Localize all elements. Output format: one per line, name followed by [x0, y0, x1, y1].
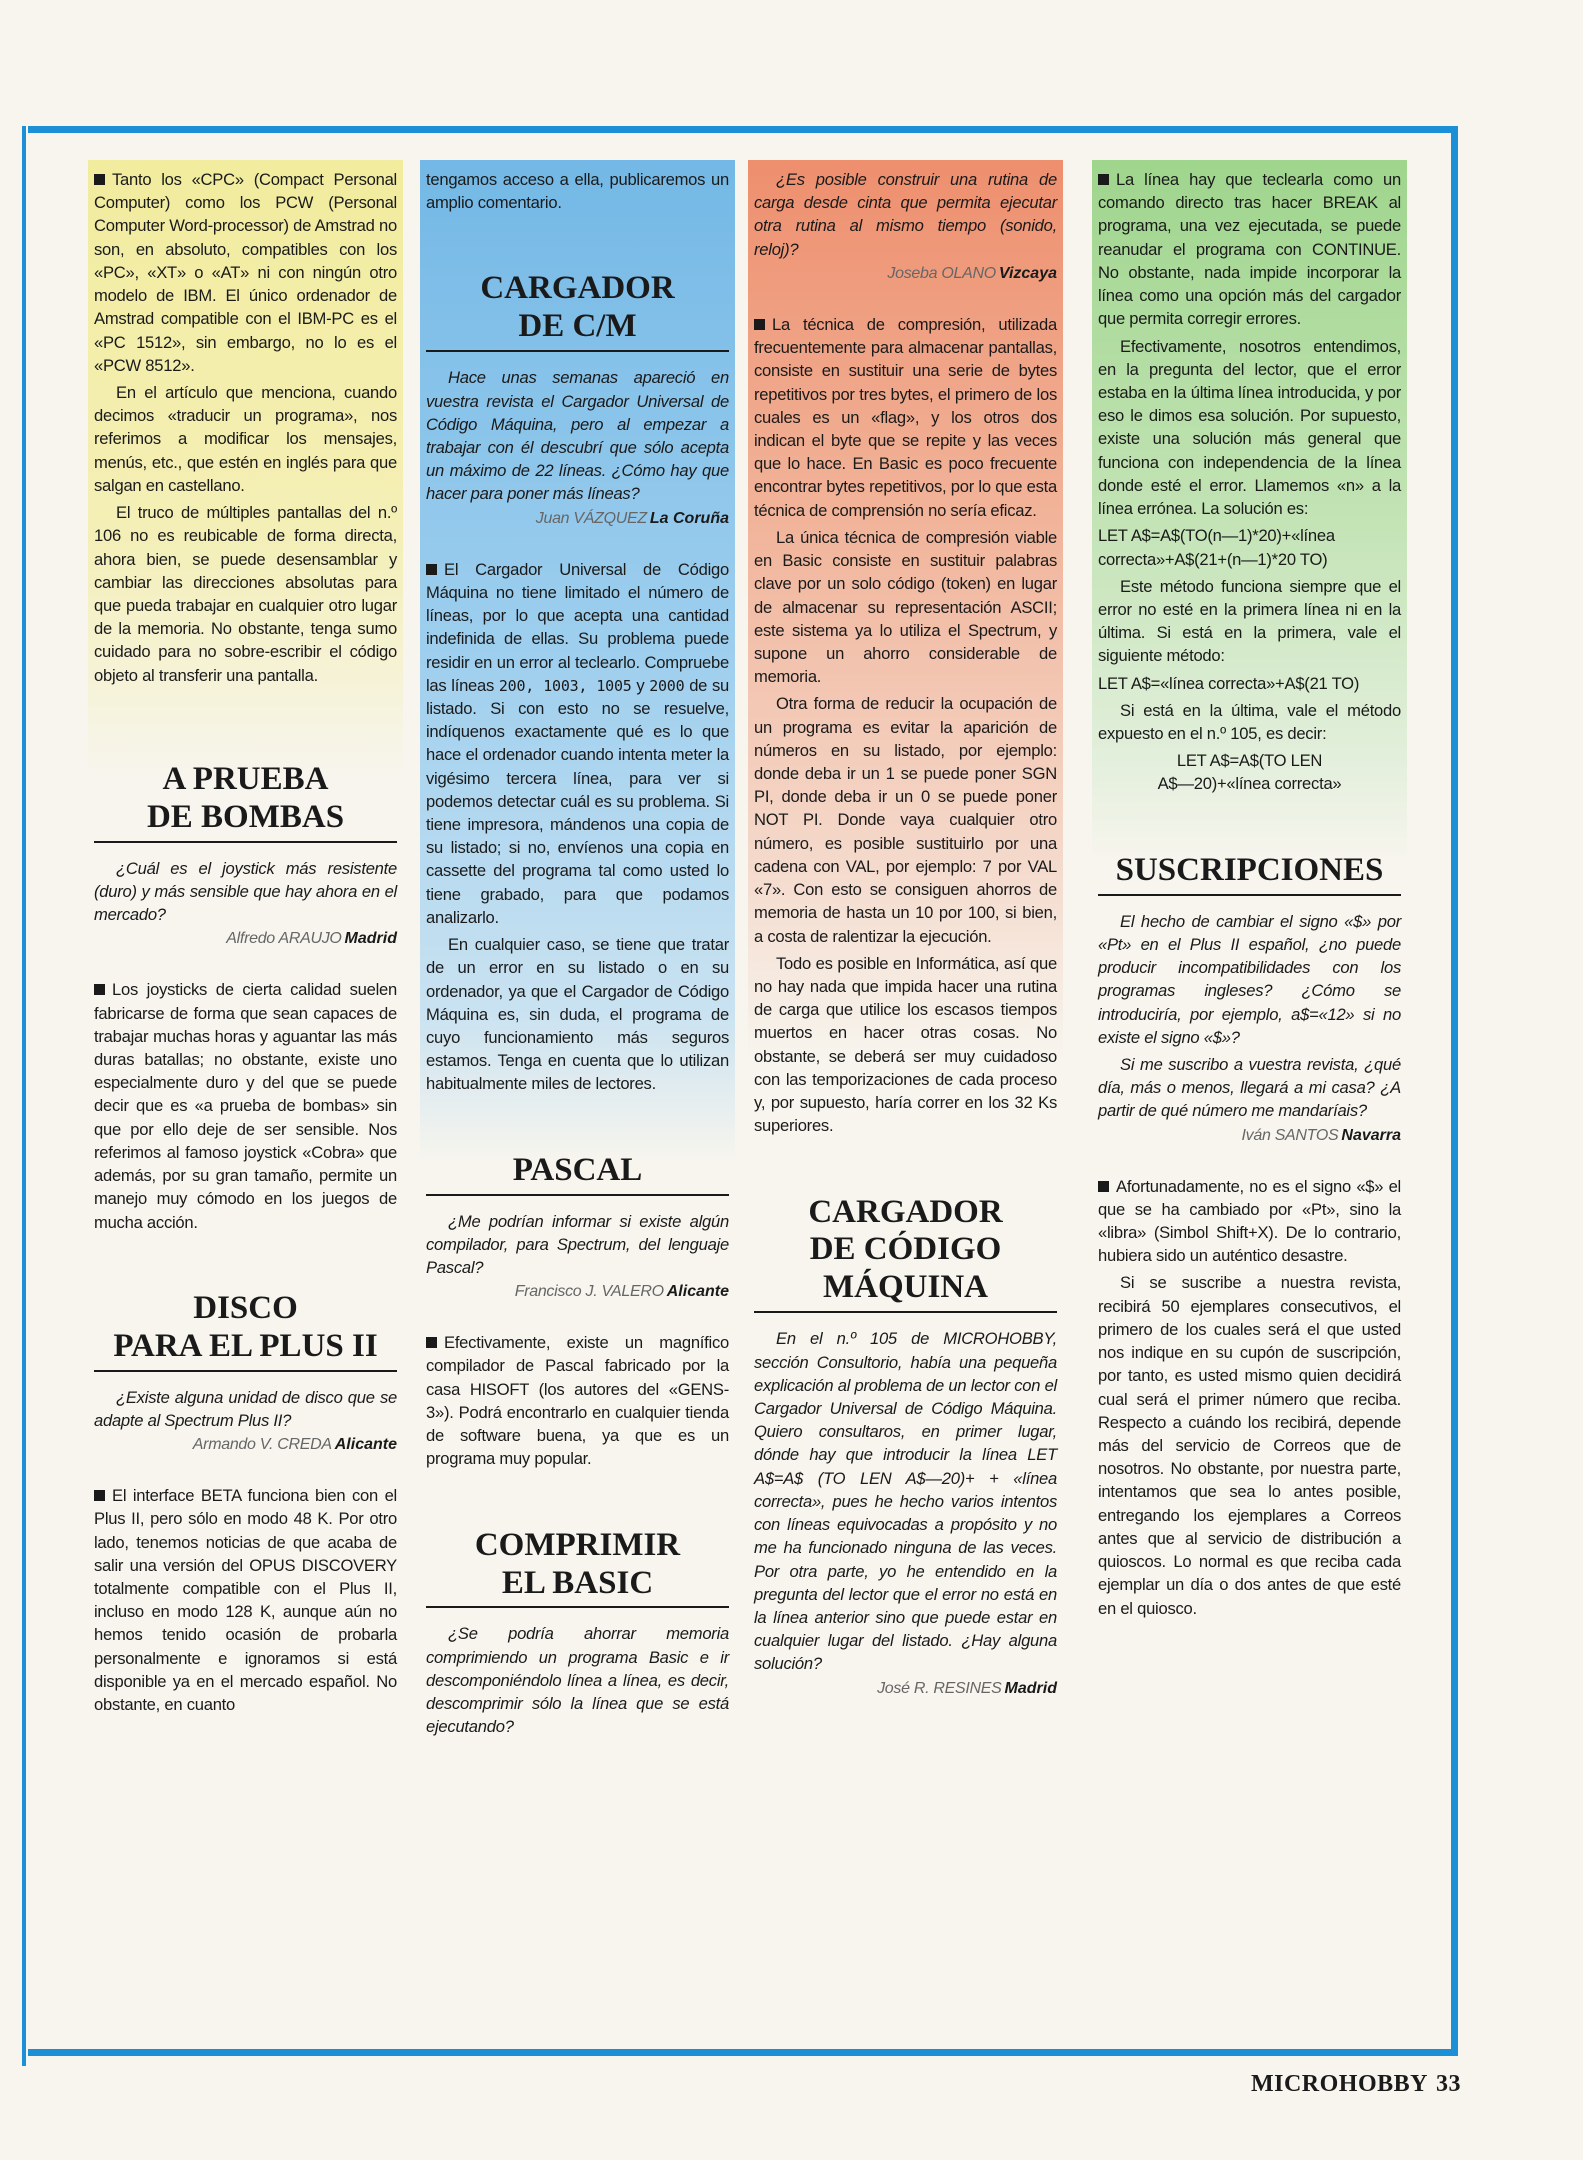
reader-signature: Joseba OLANO Vizcaya — [887, 264, 1057, 282]
section-heading-disco-para-el-plus-ii: DISCO PARA EL PLUS II — [94, 1290, 397, 1372]
answer-paragraph: Si se suscribe a nuestra revista, recibirá 50 ejemplares consecutivos, el primero de los cuales será el que usted nos indique en su cupón de suscripción, por tanto, es usted mismo quien decidirá cual será el primer número que reciba. Respecto a cuándo los recibirá, depende más del servicio de Correos que de nosotros. No obstante, por nuestra parte, intentamos que sea lo antes posible, entregando los ejemplares a Correos antes que al servicio de distribución a quioscos. Lo normal es que reciba cada ejemplar un día o dos antes de que esté en el quiosco. — [1098, 1273, 1401, 1618]
column-3 — [748, 160, 1063, 2040]
column-2 — [420, 160, 735, 2040]
reader-signature: Armando V. CREDA Alicante — [192, 1436, 397, 1454]
answer-paragraph: Si está en la última, vale el método expuesto en el n.º 105, es decir: — [1098, 700, 1401, 744]
bullet-square-icon — [94, 1490, 105, 1501]
bullet-square-icon — [754, 319, 765, 330]
bullet-square-icon — [1098, 174, 1109, 185]
answer-paragraph: El interface BETA funciona bien con el Plus II, pero sólo en modo 48 K. Por otro lado, tenemos noticias de que acaba de salir una versión del OPUS DISCOVERY totalmente compatible con el Plus II, incluso en modo 128 K, aunque aún no hemos tenido ocasión de probarla personalmente e ignoramos si está disponible ya en el mercado español. No obstante, en cuanto — [94, 1486, 397, 1715]
section-heading-comprimir-el-basic: COMPRIMIR EL BASIC — [426, 1527, 729, 1609]
bullet-square-icon — [94, 174, 105, 185]
reader-question: El hecho de cambiar el signo «$» por «Pt» en el Plus II español, ¿no puede producir incompatibilidades con los programas ingleses? ¿Cómo se introduciría, por ejemplo, a$=«12» si no existe el signo «$»? — [1098, 911, 1401, 1047]
basic-code-line: LET A$=A$(TO LEN A$—20)+«línea correcta» — [1157, 751, 1342, 794]
answer-paragraph: En cualquier caso, se tiene que tratar de un error en su listado o en su ordenador, ya que el Cargador de Código Máquina es, sin duda, el programa de cuyo funcionamiento más seguros estamos. Tenga en cuenta que lo utilizan habitualmente miles de lectores. — [426, 935, 729, 1094]
bullet-square-icon — [426, 564, 437, 575]
bullet-square-icon — [426, 1337, 437, 1348]
reader-question: ¿Cuál es el joystick más resistente (duro) y más sensible que hay ahora en el mercado? — [94, 858, 397, 925]
section-heading-cargador-de-cm: CARGADOR DE C/M — [426, 270, 729, 352]
answer-paragraph: Efectivamente, existe un magnífico compilador de Pascal fabricado por la casa HISOFT (los autores del «GENS-3»). Podrá encontrarlo en cualquier tienda de software buena, ya que es un programa muy popular. — [426, 1333, 729, 1469]
reader-question: ¿Existe alguna unidad de disco que se adapte al Spectrum Plus II? — [94, 1387, 397, 1430]
answer-paragraph: La técnica de compresión, utilizada frecuentemente para almacenar pantallas, consiste en sustituir una serie de bytes repetitivos por tres bytes, el primero de los cuales es un «flag», y los otros dos indican el byte que se repite y las veces que lo hace. En Basic es poco frecuente encontrar bytes repetitivos, por lo que esta técnica de comprensión no sería eficaz. — [754, 314, 1057, 520]
answer-paragraph: Afortunadamente, no es el signo «$» el que se ha cambiado por «Pt», sino la «libra» (Simbol Shift+X). De lo contrario, hubiera sido un auténtico desastre. — [1098, 1176, 1401, 1266]
reader-signature: Francisco J. VALERO Alicante — [514, 1283, 729, 1301]
reader-signature: Alfredo ARAUJO Madrid — [226, 930, 397, 948]
answer-paragraph: El truco de múltiples pantallas del n.º 106 no es reubicable de forma directa, ahora bien, se puede desensamblar y cambiar las direcciones absolutas para que pueda trabajar en cualquier otro lugar de la memoria. No obstante, tenga sumo cuidado para no sobre-escribir el código objeto al transferir una pantalla. — [94, 503, 397, 685]
answer-paragraph: La línea hay que teclearla como un comando directo tras hacer BREAK al programa, una vez ejecutada, se puede reanudar el programa con CONTINUE. No obstante, nada impide incorporar la línea como una opción más del cargador que permita corregir errores. — [1098, 170, 1401, 329]
reader-question: Si me suscribo a vuestra revista, ¿qué día, más o menos, llegará a mi casa? ¿A partir de qué número me mandaríais? — [1098, 1054, 1401, 1121]
answer-paragraph: Este método funciona siempre que el error no esté en la primera línea ni en la última. Si está en la primera, vale el siguiente método: — [1098, 576, 1401, 666]
left-margin-rule — [22, 126, 26, 2066]
bullet-square-icon — [94, 984, 105, 995]
bullet-square-icon — [1098, 1181, 1109, 1192]
reader-question: En el n.º 105 de MICROHOBBY, sección Consultorio, había una pequeña explicación al problema de un lector con el Cargador Universal de Código Máquina. Quiero consultaros, en primer lugar, dónde hay que introducir la línea LET A$=A$ (TO LEN A$—20)+ + «línea correcta», pues he hecho varios intentos con líneas equivocadas a propósito y no me ha funcionado ninguna de las veces. Por otra parte, yo he entendido en la pregunta del lector que el error no está en la línea anterior sino que puede estar en cualquier lugar del listado. ¿Hay alguna solución? — [754, 1329, 1057, 1674]
answer-paragraph: El Cargador Universal de Código Máquina no tiene limitado el número de líneas, por lo que acepta una cantidad indefinida de ellas. Su problema puede residir en un error al teclearlo. Compruebe las líneas 200, 1003, 1005 y 2000 de su listado. Si con esto no se resuelve, indíquenos exactamente qué es lo que hace el ordenador cuando intenta meter la vigésimo tercera línea, para ver si podemos detectar cuál es su problema. Si tiene impresora, mándenos una copia de su listado; si no, envíenos una copia en cassette del programa tal como usted lo tiene grabado, para que podamos analizarlo. — [426, 559, 729, 927]
page-number: 33 — [1436, 2071, 1461, 2097]
reader-signature: Juan VÁZQUEZ La Coruña — [535, 509, 729, 527]
answer-paragraph: Efectivamente, nosotros entendimos, en la pregunta del lector, que el error estaba en la última línea introducida, y por eso le dimos esa solución. Por supuesto, existe una solución más general que funciona con independencia de la línea donde esté el error. Llamemos «n» a la línea errónea. La solución es: — [1098, 336, 1401, 519]
answer-paragraph: La única técnica de compresión viable en Basic consiste en sustituir palabras clave por un solo código (token) en lugar de almacenar su representación ASCII; este sistema ya lo utiliza el Spectrum, y supone un ahorro considerable de memoria. — [754, 527, 1057, 687]
answer-paragraph: tengamos acceso a ella, publicaremos un amplio comentario. — [426, 170, 729, 213]
answer-paragraph: En el artículo que menciona, cuando decimos «traducir un programa», nos referimos a modificar los mensajes, menús, etc., que estén en inglés para que salgan en castellano. — [94, 382, 397, 495]
reader-signature: Iván SANTOS Navarra — [1241, 1126, 1401, 1144]
section-heading-pascal: PASCAL — [426, 1152, 729, 1196]
page-footer — [1251, 2071, 1461, 2098]
basic-code-line: LET A$=«línea correcta»+A$(21 TO) — [1098, 673, 1360, 693]
answer-paragraph: Todo es posible en Informática, así que no hay nada que impida hacer una rutina de carga que utilice los escasos tiempos muertos en hacer otras cosas. No obstante, se deberá ser muy cuidadoso con las temporizaciones de cada proceso y, por supuesto, haría correr en los 32 Ks superiores. — [754, 953, 1057, 1136]
magazine-name: MICROHOBBY — [1250, 2071, 1428, 2097]
reader-question: ¿Se podría ahorrar memoria comprimiendo un programa Basic e ir descomponiéndolo línea a línea, es decir, descomprimir sólo la línea que se está ejecutando? — [426, 1624, 729, 1737]
column-4 — [1092, 160, 1407, 2040]
answer-paragraph: Los joysticks de cierta calidad suelen fabricarse de forma que sean capaces de trabajar muchas horas y aguantar las más duras batallas; no obstante, existe uno especialmente duro y del que se puede decir que es «a prueba de bombas» sin que por ello deje de ser sensible. Nos referimos al famoso joystick «Cobra» que además, por su gran tamaño, permite un manejo muy cómodo en los juegos de mucha acción. — [94, 980, 397, 1232]
answer-paragraph: Otra forma de reducir la ocupación de un programa es evitar la aparición de números en su listado, por ejemplo: donde deba ir un 1 se puede poner SGN PI, donde deba ir un 0 se puede poner NOT PI. Donde vaya cualquier otro número, es posible sustituirlo por una cadena con VAL, por ejemplo: 7 por VAL «7». Con esto se consiguen ahorros de memoria de hasta un 10 por 100, si bien, a costa de ralentizar la ejecución. — [754, 694, 1057, 946]
reader-question: Hace unas semanas apareció en vuestra revista el Cargador Universal de Código Máquina, pero al empezar a trabajar con él descubrí que sólo acepta un máximo de 22 líneas. ¿Cómo hay que hacer para poner más líneas? — [426, 368, 729, 504]
reader-question: ¿Me podrían informar si existe algún compilador, para Spectrum, del lenguaje Pascal? — [426, 1211, 729, 1278]
answer-paragraph: Tanto los «CPC» (Compact Personal Computer) como los PCW (Personal Computer Word-processor) de Amstrad no son, en absoluto, compatibles con los «PC», «XT» o «AT» ni con ningún otro modelo de IBM. El único ordenador de Amstrad compatible con el IBM-PC es el «PC 1512», sin embargo, no lo es el «PCW 8512». — [94, 170, 397, 375]
basic-code-line: LET A$=A$(TO(n—1)*20)+«línea correcta»+A$(21+(n—1)*20 TO) — [1098, 526, 1335, 569]
reader-question: ¿Es posible construir una rutina de carga desde cinta que permita ejecutar otra rutina al mismo tiempo (sonido, reloj)? — [754, 170, 1057, 259]
section-heading-a-prueba-de-bombas: A PRUEBA DE BOMBAS — [94, 761, 397, 843]
reader-signature: José R. RESINES Madrid — [877, 1679, 1057, 1697]
section-heading-suscripciones: SUSCRIPCIONES — [1098, 852, 1401, 896]
column-1 — [88, 160, 403, 2040]
section-heading-cargador-de-codigo-maquina: CARGADOR DE CÓDIGO MÁQUINA — [754, 1194, 1057, 1314]
